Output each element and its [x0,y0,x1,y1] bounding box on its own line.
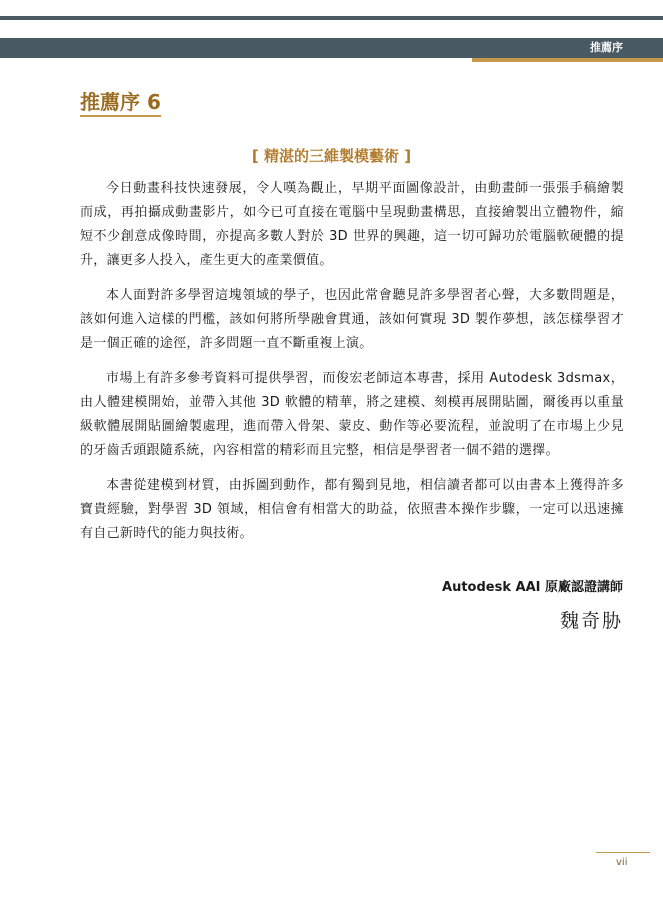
signature-name: 魏奇胁 [559,610,623,632]
paragraph-1: 今日動畫科技快速發展，令人嘆為觀止，早期平面圖像設計，由動畫師一張張手稿繪製而成，再拍攝成動畫影片，如今已可直接在電腦中呈現動畫構思，直接繪製出立體物件，縮短不少創意成像時間，亦提高多數人對於 3D 世界的興趣，這一切可歸功於電腦軟硬體的提升，讓更多人投入，產生更大的產業價值。 [80,181,624,268]
top-rule [0,16,663,20]
page-number: vii [616,857,628,868]
header-section-label: 推薦序 [590,41,623,54]
paragraph-3: 市場上有許多參考資料可提供學習，而俊宏老師這本專書，採用 Autodesk 3dsmax，由人體建模開始，並帶入其他 3D 軟體的精華，將之建模、刻模再展開貼圖，爾後再以重量級軟體展開貼圖繪製處理，進而帶入骨架、蒙皮、動作等必要流程，並說明了在市場上少見的牙齒舌頭跟隨系統，內容相當的精彩而且完整，相信是學習者一個不錯的選擇。 [80,371,624,458]
preface-subtitle: [ 精湛的三維製模藝術 ] [251,147,412,165]
body-text [80,177,624,557]
preface-title: 推薦序 6 [80,90,161,117]
paragraph-4: 本書從建模到材質，由拆圖到動作，都有獨到見地，相信讀者都可以由書本上獲得許多寶貴經驗，對學習 3D 領域，相信會有相當大的助益，依照書本操作步驟，一定可以迅速擁有自己新時代的能力與技術。 [80,478,624,541]
header-accent-bar [472,58,663,62]
header-bar [0,38,663,58]
footer-rule [596,852,650,853]
paragraph-2: 本人面對許多學習這塊領域的學子，也因此常會聽見許多學習者心聲，大多數問題是，該如何進入這樣的門檻，該如何將所學融會貫通，該如何實現 3D 製作夢想，該怎樣學習才是一個正確的途徑，許多問題一直不斷重複上演。 [80,288,624,351]
signature-title: Autodesk AAI 原廠認證講師 [442,580,623,595]
